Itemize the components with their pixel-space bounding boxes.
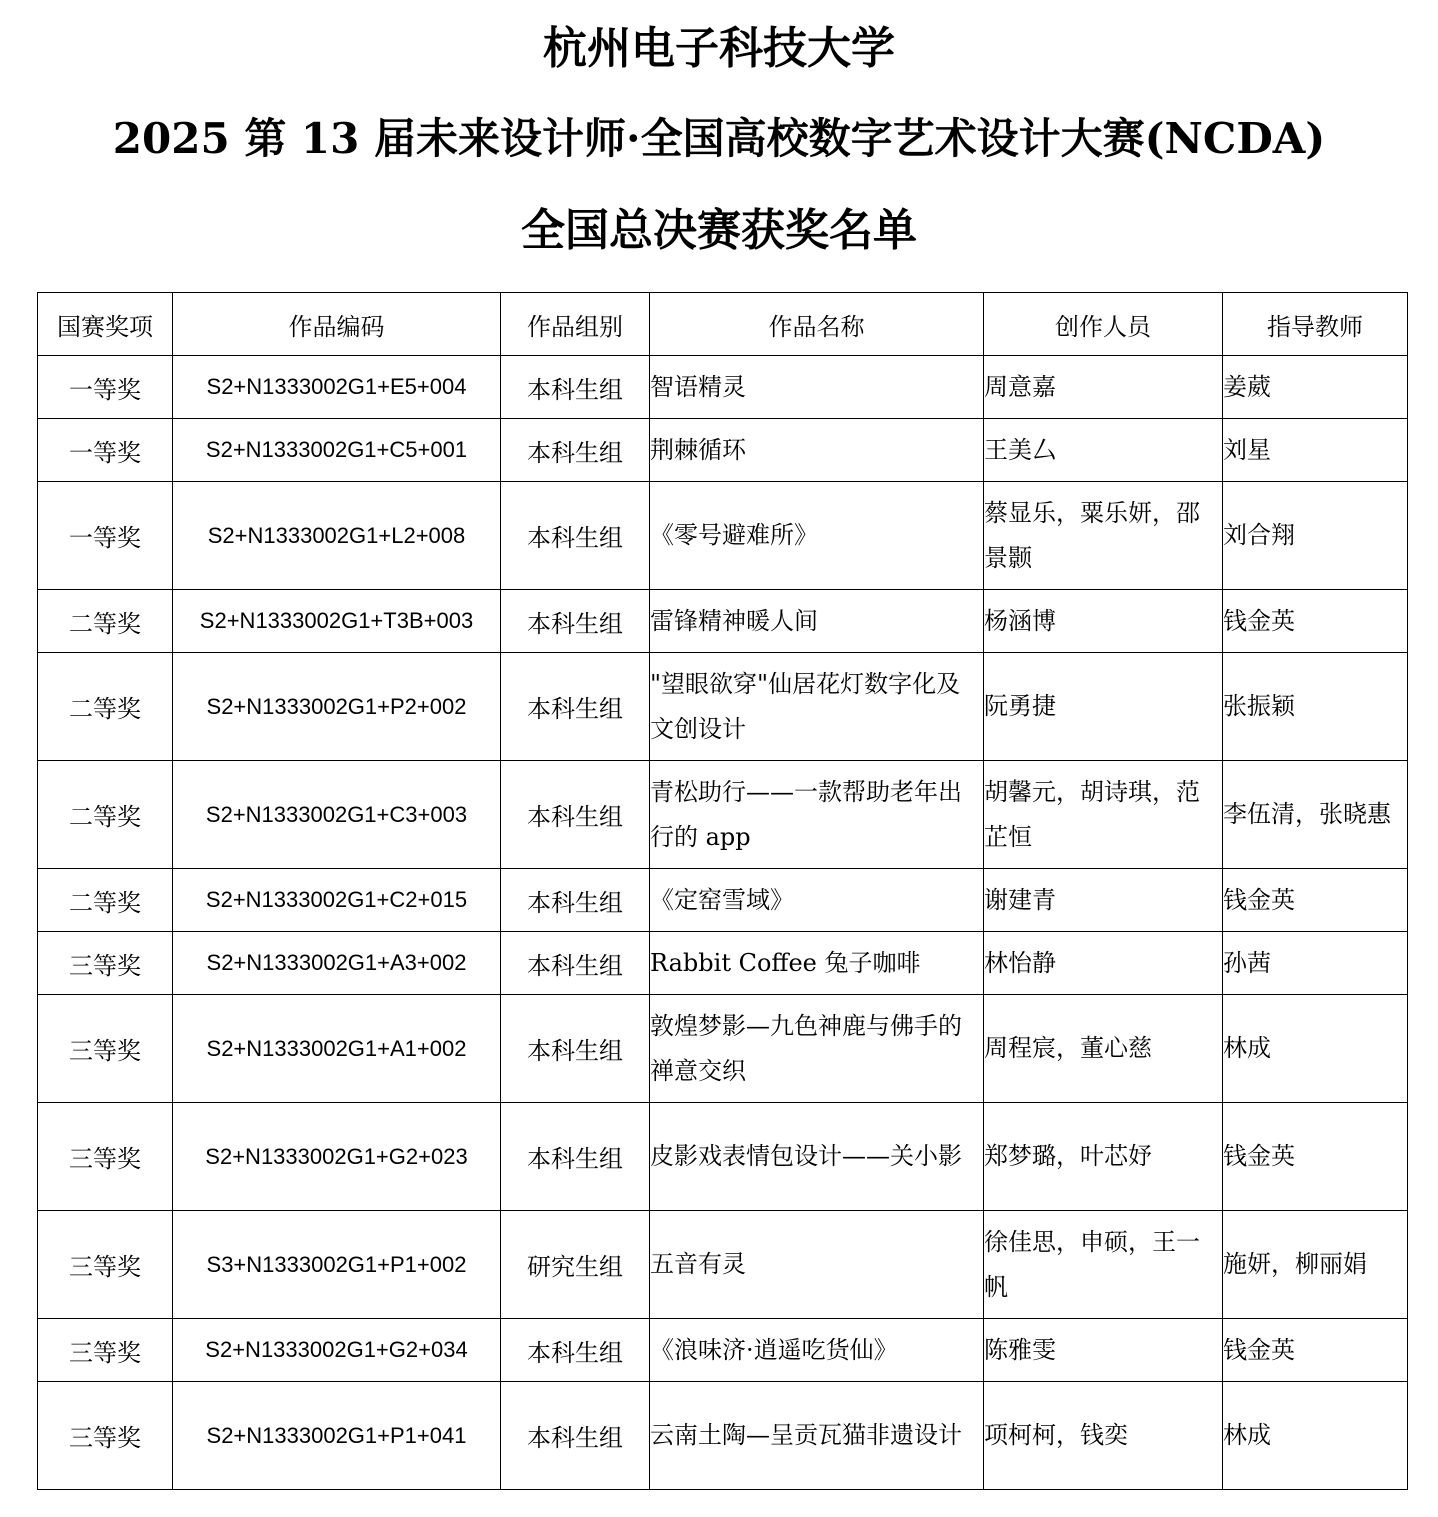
code-cell: S2+N1333002G1+P2+002 bbox=[173, 653, 501, 761]
header-group: 作品组别 bbox=[501, 293, 650, 356]
award-cell: 三等奖 bbox=[38, 1319, 173, 1382]
competition-title: 2025 第 13 届未来设计师·全国高校数字艺术设计大赛(NCDA) bbox=[112, 114, 1326, 163]
creators-cell: 郑梦璐，叶芯妤 bbox=[984, 1103, 1223, 1211]
header-code: 作品编码 bbox=[173, 293, 501, 356]
award-cell: 三等奖 bbox=[38, 1103, 173, 1211]
title-cell: 《定窑雪域》 bbox=[650, 869, 984, 932]
teacher-cell: 钱金英 bbox=[1223, 1319, 1408, 1382]
code-cell: S2+N1333002G1+C5+001 bbox=[173, 419, 501, 482]
teacher-cell: 孙茜 bbox=[1223, 932, 1408, 995]
teacher-cell: 钱金英 bbox=[1223, 869, 1408, 932]
table-row bbox=[38, 356, 1408, 419]
code-cell: S2+N1333002G1+C3+003 bbox=[173, 761, 501, 869]
group-cell: 本科生组 bbox=[501, 356, 650, 419]
award-cell: 三等奖 bbox=[38, 995, 173, 1103]
teacher-cell: 施妍，柳丽娟 bbox=[1223, 1211, 1408, 1319]
teacher-cell: 李伍清，张晓惠 bbox=[1223, 761, 1408, 869]
teacher-cell: 钱金英 bbox=[1223, 1103, 1408, 1211]
title-cell: 荆棘循环 bbox=[650, 419, 984, 482]
teacher-cell: 林成 bbox=[1223, 995, 1408, 1103]
title-cell: 《零号避难所》 bbox=[650, 482, 984, 590]
teacher-cell: 姜葳 bbox=[1223, 356, 1408, 419]
page-title: 杭州电子科技大学 bbox=[543, 23, 895, 74]
group-cell: 本科生组 bbox=[501, 653, 650, 761]
code-cell: S2+N1333002G1+A3+002 bbox=[173, 932, 501, 995]
title-cell: 雷锋精神暖人间 bbox=[650, 590, 984, 653]
title-cell: 五音有灵 bbox=[650, 1211, 984, 1319]
code-cell: S2+N1333002G1+G2+034 bbox=[173, 1319, 501, 1382]
title-cell: 敦煌梦影—九色神鹿与佛手的禅意交织 bbox=[650, 995, 984, 1103]
title-cell: Rabbit Coffee 兔子咖啡 bbox=[650, 932, 984, 995]
creators-cell: 王美厶 bbox=[984, 419, 1223, 482]
award-cell: 三等奖 bbox=[38, 932, 173, 995]
creators-cell: 林怡静 bbox=[984, 932, 1223, 995]
table-row bbox=[38, 995, 1408, 1103]
group-cell: 本科生组 bbox=[501, 761, 650, 869]
teacher-cell: 钱金英 bbox=[1223, 590, 1408, 653]
table-row bbox=[38, 1211, 1408, 1319]
code-cell: S2+N1333002G1+P1+041 bbox=[173, 1382, 501, 1490]
group-cell: 本科生组 bbox=[501, 1382, 650, 1490]
creators-cell: 周程宸，董心慈 bbox=[984, 995, 1223, 1103]
code-cell: S2+N1333002G1+C2+015 bbox=[173, 869, 501, 932]
title-cell: 云南土陶—呈贡瓦猫非遗设计 bbox=[650, 1382, 984, 1490]
header-creators: 创作人员 bbox=[984, 293, 1223, 356]
creators-cell: 杨涵博 bbox=[984, 590, 1223, 653]
group-cell: 本科生组 bbox=[501, 419, 650, 482]
header-award: 国赛奖项 bbox=[38, 293, 173, 356]
table-row bbox=[38, 1382, 1408, 1490]
group-cell: 本科生组 bbox=[501, 1319, 650, 1382]
teacher-cell: 刘合翔 bbox=[1223, 482, 1408, 590]
award-cell: 三等奖 bbox=[38, 1211, 173, 1319]
group-cell: 本科生组 bbox=[501, 869, 650, 932]
table-row bbox=[38, 590, 1408, 653]
code-cell: S2+N1333002G1+G2+023 bbox=[173, 1103, 501, 1211]
award-cell: 二等奖 bbox=[38, 761, 173, 869]
teacher-cell: 刘星 bbox=[1223, 419, 1408, 482]
award-cell: 三等奖 bbox=[38, 1382, 173, 1490]
code-cell: S2+N1333002G1+E5+004 bbox=[173, 356, 501, 419]
creators-cell: 蔡显乐，粟乐妍，邵景颢 bbox=[984, 482, 1223, 590]
group-cell: 本科生组 bbox=[501, 482, 650, 590]
group-cell: 本科生组 bbox=[501, 995, 650, 1103]
award-cell: 二等奖 bbox=[38, 653, 173, 761]
award-cell: 二等奖 bbox=[38, 590, 173, 653]
group-cell: 本科生组 bbox=[501, 590, 650, 653]
code-cell: S2+N1333002G1+A1+002 bbox=[173, 995, 501, 1103]
code-cell: S2+N1333002G1+L2+008 bbox=[173, 482, 501, 590]
group-cell: 本科生组 bbox=[501, 932, 650, 995]
code-cell: S3+N1333002G1+P1+002 bbox=[173, 1211, 501, 1319]
title-cell: 《浪味济·逍遥吃货仙》 bbox=[650, 1319, 984, 1382]
title-cell: 智语精灵 bbox=[650, 356, 984, 419]
creators-cell: 周意嘉 bbox=[984, 356, 1223, 419]
table-row bbox=[38, 932, 1408, 995]
award-cell: 二等奖 bbox=[38, 869, 173, 932]
title-cell: 皮影戏表情包设计——关小影 bbox=[650, 1103, 984, 1211]
teacher-cell: 林成 bbox=[1223, 1382, 1408, 1490]
creators-cell: 谢建青 bbox=[984, 869, 1223, 932]
creators-cell: 陈雅雯 bbox=[984, 1319, 1223, 1382]
table-row bbox=[38, 482, 1408, 590]
table-header-row bbox=[38, 293, 1408, 356]
code-cell: S2+N1333002G1+T3B+003 bbox=[173, 590, 501, 653]
creators-cell: 阮勇捷 bbox=[984, 653, 1223, 761]
awards-table bbox=[37, 292, 1408, 1490]
header-teacher: 指导教师 bbox=[1223, 293, 1408, 356]
table-row bbox=[38, 419, 1408, 482]
table-row bbox=[38, 761, 1408, 869]
table-row bbox=[38, 1319, 1408, 1382]
title-cell: "望眼欲穿"仙居花灯数字化及文创设计 bbox=[650, 653, 984, 761]
list-title: 全国总决赛获奖名单 bbox=[521, 205, 917, 256]
table-row bbox=[38, 653, 1408, 761]
group-cell: 研究生组 bbox=[501, 1211, 650, 1319]
creators-cell: 胡馨元，胡诗琪，范芷恒 bbox=[984, 761, 1223, 869]
creators-cell: 项柯柯，钱奕 bbox=[984, 1382, 1223, 1490]
table-row bbox=[38, 869, 1408, 932]
group-cell: 本科生组 bbox=[501, 1103, 650, 1211]
teacher-cell: 张振颖 bbox=[1223, 653, 1408, 761]
title-cell: 青松助行——一款帮助老年出行的 app bbox=[650, 761, 984, 869]
creators-cell: 徐佳思，申硕，王一帆 bbox=[984, 1211, 1223, 1319]
table-row bbox=[38, 1103, 1408, 1211]
header-title: 作品名称 bbox=[650, 293, 984, 356]
award-cell: 一等奖 bbox=[38, 419, 173, 482]
award-cell: 一等奖 bbox=[38, 482, 173, 590]
award-cell: 一等奖 bbox=[38, 356, 173, 419]
